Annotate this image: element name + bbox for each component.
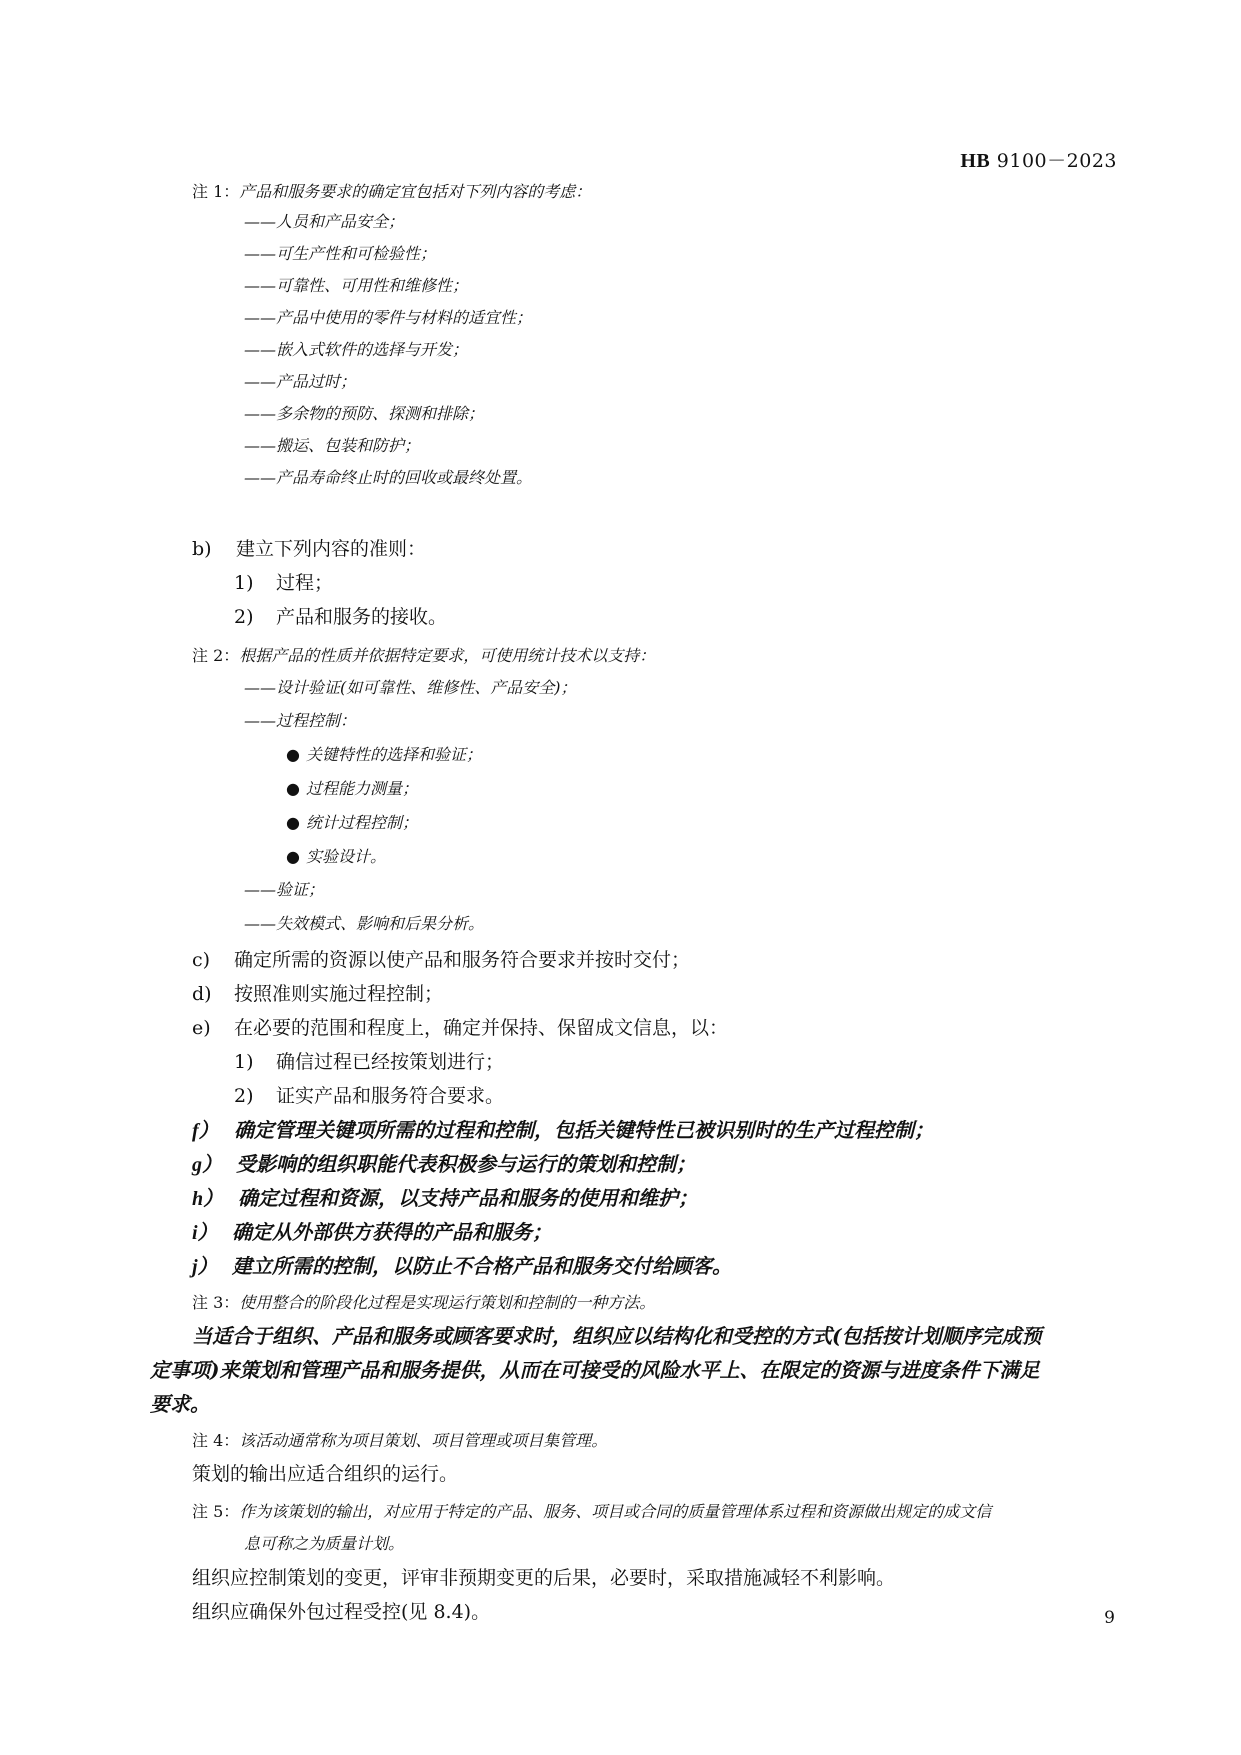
list-subitem: 2) 产品和服务的接收。 [234, 606, 448, 628]
bullet-icon: ● [286, 813, 300, 832]
note-2-item: ——设计验证(如可靠性、维修性、产品安全)； [244, 678, 577, 697]
note-2-bullet: ● 过程能力测量； [286, 777, 418, 801]
list-subitem: 1) 过程； [234, 572, 334, 594]
note-5: 注 5：作为该策划的输出，对应用于特定的产品、服务、项目或合同的质量管理体系过程和资源做出规定的成文信 [192, 1502, 992, 1521]
bullet-icon: ● [286, 847, 300, 866]
paragraph-planning: 定事项)来策划和管理产品和服务提供，从而在可接受的风险水平上、在限定的资源与进度条件下满足 [150, 1358, 1040, 1382]
note-3: 注 3：使用整合的阶段化过程是实现运行策划和控制的一种方法。 [192, 1293, 656, 1312]
note-1-item: ——多余物的预防、探测和排除； [244, 404, 485, 423]
list-item-c: c) 确定所需的资源以使产品和服务符合要求并按时交付； [192, 949, 691, 971]
list-item-g: g） 受影响的组织职能代表积极参与运行的策划和控制； [192, 1152, 696, 1176]
list-item-f: f） 确定管理关键项所需的过程和控制，包括关键特性已被识别时的生产过程控制； [192, 1118, 934, 1142]
paragraph-planning: 当适合于组织、产品和服务或顾客要求时，组织应以结构化和受控的方式(包括按计划顺序完成预 [192, 1324, 1042, 1348]
note-2-item: ——过程控制： [244, 711, 357, 730]
paragraph-planning: 要求。 [150, 1392, 210, 1416]
paragraph-outsourced: 组织应确保外包过程受控(见 8.4)。 [192, 1601, 491, 1623]
note-1-item: ——产品过时； [244, 372, 357, 391]
note-1-item: ——产品中使用的零件与材料的适宜性； [244, 308, 533, 327]
note-1-item: ——搬运、包装和防护； [244, 436, 421, 455]
list-item-e: e) 在必要的范围和程度上，确定并保持、保留成文信息，以： [192, 1017, 729, 1039]
note-5-continuation: 息可称之为质量计划。 [244, 1534, 405, 1553]
paragraph-changes: 组织应控制策划的变更，评审非预期变更的后果，必要时，采取措施减轻不利影响。 [192, 1567, 896, 1589]
list-item-d: d) 按照准则实施过程控制； [192, 983, 444, 1005]
note-1-item: ——人员和产品安全； [244, 212, 405, 231]
list-item-b: b) 建立下列内容的准则： [192, 538, 427, 560]
note-2-bullet: ● 实验设计。 [286, 845, 386, 869]
note-1-item: ——可靠性、可用性和维修性； [244, 276, 469, 295]
list-item-i: i） 确定从外部供方获得的产品和服务； [192, 1220, 552, 1244]
note-2-bullet: ● 关键特性的选择和验证； [286, 743, 482, 767]
note-4: 注 4：该活动通常称为项目策划、项目管理或项目集管理。 [192, 1431, 608, 1450]
page-number: 9 [1104, 1608, 1115, 1628]
list-subitem: 2) 证实产品和服务符合要求。 [234, 1085, 505, 1107]
paragraph-output: 策划的输出应适合组织的运行。 [192, 1463, 459, 1485]
document-code: HB 9100－2023 [960, 150, 1117, 172]
note-2-item: ——验证； [244, 880, 325, 899]
note-1-item: ——嵌入式软件的选择与开发； [244, 340, 469, 359]
note-1-item: ——可生产性和可检验性； [244, 244, 437, 263]
list-subitem: 1) 确信过程已经按策划进行； [234, 1051, 505, 1073]
list-item-h: h） 确定过程和资源，以支持产品和服务的使用和维护； [192, 1186, 698, 1210]
note-2-bullet: ● 统计过程控制； [286, 811, 418, 835]
note-1: 注 1：产品和服务要求的确定宜包括对下列内容的考虑： [192, 182, 592, 201]
note-2: 注 2：根据产品的性质并依据特定要求，可使用统计技术以支持： [192, 646, 656, 665]
list-item-j: j） 建立所需的控制，以防止不合格产品和服务交付给顾客。 [192, 1254, 732, 1278]
bullet-icon: ● [286, 745, 300, 764]
bullet-icon: ● [286, 779, 300, 798]
note-1-item: ——产品寿命终止时的回收或最终处置。 [244, 468, 533, 487]
note-2-item: ——失效模式、影响和后果分析。 [244, 914, 485, 933]
